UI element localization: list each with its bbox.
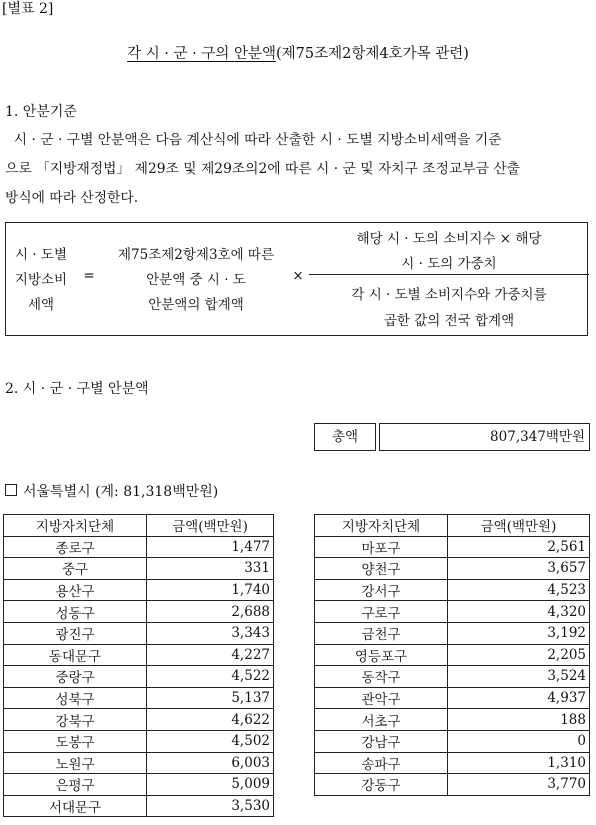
district-amount: 5,009 [147,774,274,796]
district-name: 서대문구 [4,795,147,817]
table-row [315,774,590,796]
section1-line-1: 시 · 군 · 구별 안분액은 다음 계산식에 따라 산출한 시 · 도별 지방소비세액을 기준 [5,132,502,148]
formula-fraction-bar [309,274,589,275]
table-row [4,774,274,796]
district-amount: 4,622 [147,709,274,731]
district-name: 서초구 [315,709,448,731]
district-name: 송파구 [315,752,448,774]
table-row [315,730,590,752]
table-row [315,601,590,623]
total-value: 807,347백만원 [379,423,590,451]
table-row [315,687,590,709]
district-name: 종로구 [4,536,147,558]
district-name: 강서구 [315,579,448,601]
district-amount: 4,227 [147,644,274,666]
district-amount: 2,688 [147,601,274,623]
district-amount: 1,477 [147,536,274,558]
table-row [4,558,274,580]
district-name: 동작구 [315,666,448,688]
title-main: 각 시 · 군 · 구의 안분액 [127,46,277,62]
district-amount: 2,561 [448,536,590,558]
district-amount: 3,343 [147,622,274,644]
district-amount: 3,770 [448,774,590,796]
district-name: 성북구 [4,687,147,709]
table-row [315,644,590,666]
table-row [4,536,274,558]
formula-lhs-2: 지방소비 [14,272,68,288]
district-amount: 4,937 [448,687,590,709]
formula-times: × [292,268,304,284]
total-label: 총액 [314,423,376,451]
district-name: 강남구 [315,730,448,752]
section1-heading: 1. 안분기준 [5,104,77,120]
table-row [4,666,274,688]
table-row [4,622,274,644]
formula-lhs-3: 세액 [27,297,55,313]
formula-numerator-1: 해당 시 · 도의 소비지수 × 해당 [356,231,542,247]
district-name: 은평구 [4,774,147,796]
district-name: 중구 [4,558,147,580]
district-name: 강북구 [4,709,147,731]
table-row [4,709,274,731]
table-row [4,644,274,666]
district-amount: 188 [448,709,590,731]
table-row [315,666,590,688]
table-row [4,795,274,817]
district-amount: 331 [147,558,274,580]
section2-heading: 2. 시 · 군 · 구별 안분액 [5,381,149,397]
district-amount: 6,003 [147,752,274,774]
table-row [315,579,590,601]
district-amount: 3,657 [448,558,590,580]
district-name: 강동구 [315,774,448,796]
district-amount: 3,192 [448,622,590,644]
district-amount: 1,310 [448,752,590,774]
col-header-name: 지방자치단체 [4,515,147,537]
table-row [4,687,274,709]
table-row [315,752,590,774]
table-row [4,752,274,774]
district-name: 영등포구 [315,644,448,666]
document-title [0,42,596,63]
col-header-name: 지방자치단체 [315,515,448,537]
col-header-amount: 금액(백만원) [448,515,590,537]
seoul-heading-text: 서울특별시 (계: 81,318백만원) [23,484,219,500]
formula-numerator-2: 시 · 도의 가중치 [401,256,497,272]
district-name: 도봉구 [4,730,147,752]
seoul-table-left [3,514,274,817]
table-row [315,558,590,580]
table-row [315,622,590,644]
table-row [315,709,590,731]
district-amount: 3,524 [448,666,590,688]
district-name: 금천구 [315,622,448,644]
district-name: 마포구 [315,536,448,558]
district-amount: 2,205 [448,644,590,666]
district-amount: 4,522 [147,666,274,688]
district-name: 노원구 [4,752,147,774]
district-name: 광진구 [4,622,147,644]
district-amount: 4,523 [448,579,590,601]
district-amount: 1,740 [147,579,274,601]
district-amount: 4,320 [448,601,590,623]
checkbox-square-icon [5,484,17,496]
seoul-heading [5,481,218,501]
district-name: 구로구 [315,601,448,623]
formula-mid-1: 제75조제2항제3호에 따른 [117,247,275,263]
district-amount: 4,502 [147,730,274,752]
table-row [4,601,274,623]
table-row [315,536,590,558]
formula-equals: = [83,268,95,284]
district-name: 성동구 [4,601,147,623]
district-name: 용산구 [4,579,147,601]
district-amount: 3,530 [147,795,274,817]
table-row [4,579,274,601]
table-header-row [4,515,274,537]
district-name: 관악구 [315,687,448,709]
section1-line-2: 으로 「지방재정법」 제29조 및 제29조의2에 따른 시 · 군 및 자치구 조정교부금 산출 [5,161,521,177]
table-row [4,730,274,752]
formula-mid-2: 안분액 중 시 · 도 [146,272,246,288]
title-sub: (제75조제2항제4호가목 관련) [276,46,469,62]
col-header-amount: 금액(백만원) [147,515,274,537]
document-tag: [별표 2] [2,1,54,17]
district-amount: 5,137 [147,687,274,709]
district-name: 중랑구 [4,666,147,688]
district-name: 양천구 [315,558,448,580]
formula-box [5,222,588,336]
district-name: 동대문구 [4,644,147,666]
table-header-row [315,515,590,537]
formula-mid-3: 안분액의 합계액 [148,297,244,313]
section1-line-3: 방식에 따라 산정한다. [5,190,139,206]
formula-denominator-1: 각 시 · 도별 소비지수와 가중치를 [351,287,547,303]
seoul-table-right [314,514,590,796]
district-amount: 0 [448,730,590,752]
formula-denominator-2: 곱한 값의 전국 합계액 [383,313,515,329]
formula-lhs-1: 시 · 도별 [15,247,67,263]
